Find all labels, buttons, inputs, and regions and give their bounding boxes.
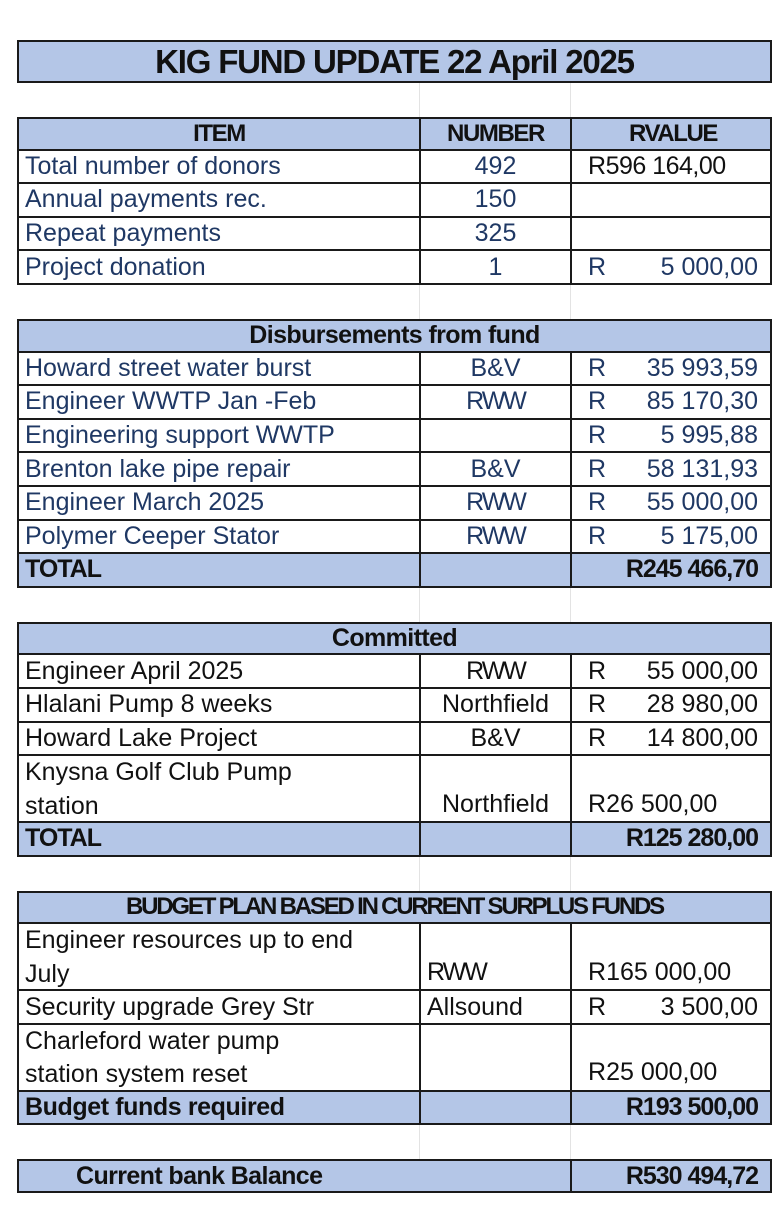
summary-item: Repeat payments — [19, 218, 421, 250]
sheet-title: KIG FUND UPDATE 22 April 2025 — [17, 40, 772, 83]
summary-value: R 5 000,00 — [588, 252, 758, 281]
disbursements-total-empty — [421, 554, 572, 586]
disbursement-row — [17, 386, 772, 420]
budget-amount: R 25 000,00 — [588, 1058, 718, 1087]
disbursement-amount: R 5 175,00 — [588, 521, 758, 550]
disbursement-row — [17, 420, 772, 454]
budget-total-empty — [421, 1092, 572, 1124]
committed-row — [17, 756, 772, 823]
committed-heading: Committed — [17, 622, 772, 656]
budget-party: RWW — [421, 924, 572, 989]
bank-balance-amount: R 530 494,72 — [625, 1161, 758, 1190]
disbursement-row — [17, 353, 772, 387]
committed-total-label: TOTAL — [19, 823, 421, 855]
disbursement-item: Engineering support WWTP — [19, 420, 421, 452]
summary-row — [17, 251, 772, 285]
header-rvalue: RVALUE — [628, 119, 718, 147]
disbursement-row — [17, 487, 772, 521]
committed-total-empty — [421, 823, 572, 855]
disbursement-item: Polymer Ceeper Stator — [19, 521, 421, 553]
budget-item: Security upgrade Grey Str — [19, 991, 421, 1023]
disbursements-total-amount: R 245 466,70 — [625, 555, 758, 584]
summary-value — [572, 218, 774, 250]
committed-party: Northfield — [421, 689, 572, 721]
budget-row — [17, 924, 772, 991]
disbursement-amount: R 5 995,88 — [588, 421, 758, 450]
committed-total-amount: R 125 280,00 — [625, 824, 758, 853]
disbursements-total-label: TOTAL — [19, 554, 421, 586]
budget-item: Engineer resources up to end July — [19, 924, 421, 989]
budget-amount: R 3 500,00 — [588, 992, 758, 1021]
budget-item: Charleford water pump station system reset — [19, 1025, 421, 1090]
summary-item: Total number of donors — [19, 151, 421, 183]
summary-header-row — [17, 117, 772, 151]
disbursement-item: Engineer March 2025 — [19, 487, 421, 519]
summary-number: 1 — [421, 251, 572, 283]
summary-number: 150 — [421, 184, 572, 216]
fund-update-sheet — [17, 40, 772, 1193]
budget-total-label: Budget funds required — [19, 1092, 421, 1124]
disbursements-heading: Disbursements from fund — [17, 319, 772, 353]
budget-amount: R 165 000,00 — [588, 957, 732, 986]
disbursement-party: RWW — [421, 487, 572, 519]
committed-party: RWW — [421, 655, 572, 687]
header-number: NUMBER — [421, 119, 572, 149]
committed-row — [17, 723, 772, 757]
summary-number: 492 — [421, 151, 572, 183]
bank-balance-label: Current bank Balance — [19, 1161, 572, 1191]
committed-amount: R 28 980,00 — [588, 690, 758, 719]
committed-row — [17, 689, 772, 723]
committed-party: B&V — [421, 723, 572, 755]
spacer-row — [17, 83, 772, 117]
header-item: ITEM — [19, 119, 421, 149]
committed-amount: R 55 000,00 — [588, 656, 758, 685]
spacer-row — [17, 588, 772, 622]
disbursements-total-row — [17, 554, 772, 588]
disbursement-item: Brenton lake pipe repair — [19, 453, 421, 485]
spacer-row — [17, 1125, 772, 1159]
committed-item: Hlalani Pump 8 weeks — [19, 689, 421, 721]
summary-number: 325 — [421, 218, 572, 250]
disbursement-row — [17, 521, 772, 555]
summary-item: Project donation — [19, 251, 421, 283]
summary-value: R 596 164,00 — [588, 151, 726, 180]
committed-party: Northfield — [421, 756, 572, 821]
bank-balance-row — [17, 1159, 772, 1193]
budget-row — [17, 1025, 772, 1092]
committed-total-row — [17, 823, 772, 857]
committed-item: Engineer April 2025 — [19, 655, 421, 687]
committed-item: Knysna Golf Club Pump station — [19, 756, 421, 821]
committed-amount: R 26 500,00 — [588, 789, 718, 818]
budget-total-row — [17, 1092, 772, 1126]
disbursement-amount: R 58 131,93 — [588, 454, 758, 483]
budget-row — [17, 991, 772, 1025]
summary-row — [17, 218, 772, 252]
spacer-row — [17, 857, 772, 891]
budget-party — [421, 1025, 572, 1090]
summary-value — [572, 184, 774, 216]
spacer-row — [17, 285, 772, 319]
committed-row — [17, 655, 772, 689]
budget-party: Allsound — [421, 991, 572, 1023]
committed-amount: R 14 800,00 — [588, 723, 758, 752]
budget-total-amount: R 193 500,00 — [625, 1093, 758, 1122]
disbursement-item: Howard street water burst — [19, 353, 421, 385]
disbursement-amount: R 35 993,59 — [588, 353, 758, 382]
disbursement-item: Engineer WWTP Jan -Feb — [19, 386, 421, 418]
committed-item: Howard Lake Project — [19, 723, 421, 755]
summary-row — [17, 184, 772, 218]
disbursement-party: RWW — [421, 386, 572, 418]
disbursement-amount: R 85 170,30 — [588, 387, 758, 416]
summary-row — [17, 151, 772, 185]
budget-heading: BUDGET PLAN BASED IN CURRENT SURPLUS FUNDS — [17, 891, 772, 925]
disbursement-party: B&V — [421, 353, 572, 385]
disbursement-party — [421, 420, 572, 452]
disbursement-party: B&V — [421, 453, 572, 485]
summary-item: Annual payments rec. — [19, 184, 421, 216]
disbursement-amount: R 55 000,00 — [588, 488, 758, 517]
disbursement-party: RWW — [421, 521, 572, 553]
disbursement-row — [17, 453, 772, 487]
